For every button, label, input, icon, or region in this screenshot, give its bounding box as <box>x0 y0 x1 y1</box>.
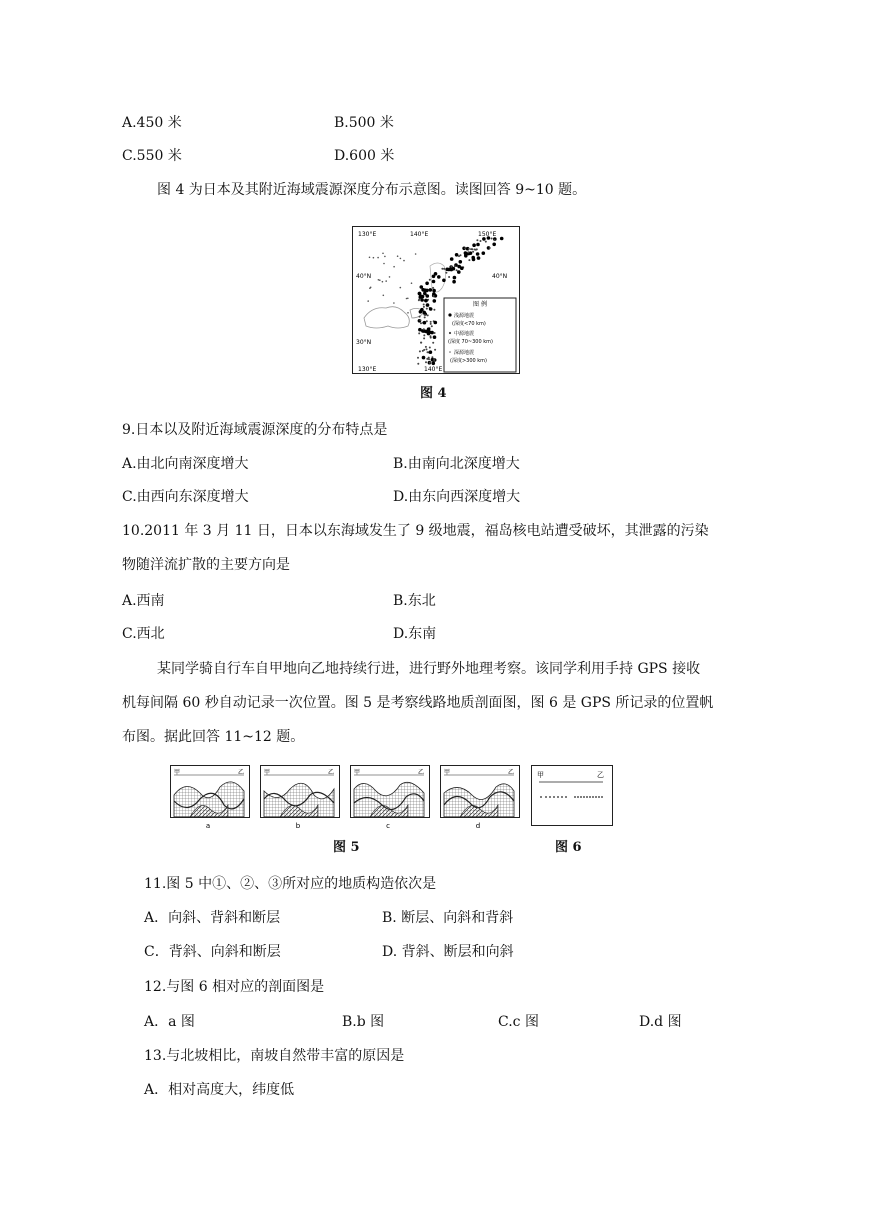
legend-item-shallow-depth: (深度<70 km) <box>452 321 486 327</box>
legend-item-medium: 中源地震 <box>454 331 475 337</box>
q9-option-d: D.由东向西深度增大 <box>393 489 521 505</box>
fig6-gps-map <box>531 765 613 826</box>
q8-option-d: D.600 米 <box>334 148 395 164</box>
q11-option-c: C．背斜、向斜和断层 <box>144 944 281 960</box>
fig5-end-label: 乙 <box>418 769 425 776</box>
fig56-intro-line2: 机每间隔 60 秒自动记录一次位置。图 5 是考察线路地质剖面图，图 6 是 GPS 所记录的位置帆 <box>122 695 714 711</box>
q10-option-a: A.西南 <box>122 593 165 609</box>
legend-item-deep: 深源地震 <box>454 350 475 356</box>
fig5-end-label: 乙 <box>508 769 515 776</box>
legend-title: 图 例 <box>473 301 487 308</box>
q11-stem: 11.图 5 中①、②、③所对应的地质构造依次是 <box>144 876 437 892</box>
q12-option-d: D.d 图 <box>639 1014 682 1030</box>
fig5-start-label: 甲 <box>264 769 271 776</box>
fig5-start-label: 甲 <box>444 769 451 776</box>
q12-stem: 12.与图 6 相对应的剖面图是 <box>144 979 325 995</box>
lon-label-130-bottom: 130°E <box>358 366 377 373</box>
lat-label-40-right: 40°N <box>492 273 508 280</box>
fig4-intro: 图 4 为日本及其附近海域震源深度分布示意图。读图回答 9~10 题。 <box>157 182 587 198</box>
q9-option-a: A.由北向南深度增大 <box>122 456 249 472</box>
legend-item-deep-depth: (深度>300 km) <box>450 358 487 364</box>
q12-option-b: B.b 图 <box>342 1014 385 1030</box>
q8-option-c: C.550 米 <box>122 148 182 164</box>
fig5-panel-label: c <box>386 822 390 830</box>
fig5-panel-label: b <box>295 822 301 830</box>
legend-item-shallow: 浅源地震 <box>454 313 475 319</box>
lat-label-40-left: 40°N <box>356 273 372 280</box>
q8-option-b: B.500 米 <box>334 115 394 131</box>
fig6-caption: 图 6 <box>555 840 582 855</box>
lon-label-140-bottom: 140°E <box>424 366 443 373</box>
lon-label-150-top: 150°E <box>478 231 497 238</box>
fig5-panel-d <box>440 765 520 831</box>
fig5-panel-label: d <box>475 822 481 830</box>
lon-label-130-top: 130°E <box>358 231 377 238</box>
fig5-end-label: 乙 <box>238 769 245 776</box>
q9-option-b: B.由南向北深度增大 <box>393 456 520 472</box>
fig5-panel-label: a <box>205 822 211 830</box>
fig4-caption: 图 4 <box>420 386 447 401</box>
fig4-map <box>352 226 520 374</box>
q10-option-b: B.东北 <box>393 593 436 609</box>
fig5-panel-b <box>260 765 340 831</box>
fig5-start-label: 甲 <box>174 769 181 776</box>
lat-label-30-left: 30°N <box>356 339 372 346</box>
q13-option-a: A．相对高度大，纬度低 <box>144 1082 295 1098</box>
fig5-start-label: 甲 <box>354 769 361 776</box>
lon-label-140-top: 140°E <box>410 231 429 238</box>
fig5-caption: 图 5 <box>333 840 360 855</box>
q11-option-d: D. 背斜、断层和向斜 <box>382 944 514 960</box>
q11-option-a: A．向斜、背斜和断层 <box>144 910 281 926</box>
legend-item-medium-depth: (深度 70~300 km) <box>448 339 493 345</box>
fig6-start-label: 甲 <box>537 771 544 779</box>
q12-option-c: C.c 图 <box>498 1014 539 1030</box>
q11-option-b: B. 断层、向斜和背斜 <box>382 910 514 926</box>
fig5-end-label: 乙 <box>328 769 335 776</box>
fig5-panel-a <box>170 765 250 831</box>
fig5-panel-c <box>350 765 430 831</box>
q10-option-d: D.东南 <box>393 626 437 642</box>
fig56-intro-line3: 布图。据此回答 11~12 题。 <box>122 729 305 745</box>
q10-stem-line1: 10.2011 年 3 月 11 日，日本以东海域发生了 9 级地震，福岛核电站遭受破坏，其泄露的污染 <box>122 523 709 539</box>
fig6-end-label: 乙 <box>597 771 604 779</box>
q10-option-c: C.西北 <box>122 626 165 642</box>
q9-option-c: C.由西向东深度增大 <box>122 489 249 505</box>
q13-stem: 13.与北坡相比，南坡自然带丰富的原因是 <box>144 1048 405 1064</box>
q8-option-a: A.450 米 <box>122 115 182 131</box>
q12-option-a: A．a 图 <box>144 1014 195 1030</box>
q9-stem: 9.日本以及附近海域震源深度的分布特点是 <box>122 422 388 438</box>
q10-stem-line2: 物随洋流扩散的主要方向是 <box>122 557 290 573</box>
fig56-intro-line1: 某同学骑自行车自甲地向乙地持续行进，进行野外地理考察。该同学利用手持 GPS 接收 <box>157 661 701 677</box>
